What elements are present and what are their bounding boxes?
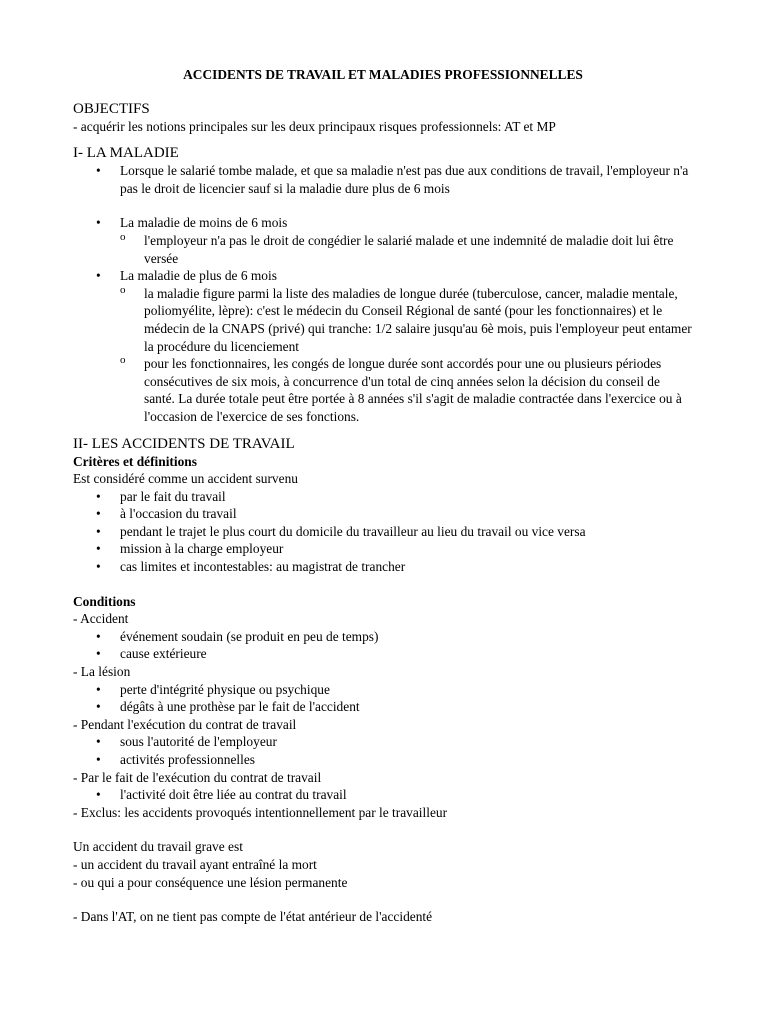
list-item bbox=[120, 285, 693, 355]
objectifs-line: - acquérir les notions principales sur les deux principaux risques professionnels: AT et MP bbox=[73, 118, 556, 134]
condition-parfait-list bbox=[73, 786, 693, 804]
critere-text: pendant le trajet le plus court du domicile du travailleur au lieu du travail ou vice versa bbox=[120, 523, 586, 539]
list-item bbox=[73, 733, 693, 751]
criteres-heading: Critères et définitions bbox=[73, 453, 197, 469]
condition-text: perte d'intégrité physique ou psychique bbox=[120, 681, 330, 697]
condition-text: dégâts à une prothèse par le fait de l'accident bbox=[120, 699, 360, 715]
list-item bbox=[73, 214, 693, 267]
condition-pendant-list bbox=[73, 733, 693, 768]
critere-text: mission à la charge employeur bbox=[120, 541, 284, 557]
condition-lesion-list bbox=[73, 681, 693, 716]
circle-bullet-icon: o bbox=[120, 230, 126, 243]
list-item bbox=[73, 162, 693, 197]
list-item bbox=[73, 505, 693, 523]
bullet-icon: • bbox=[96, 628, 101, 644]
condition-parfait-label: - Par le fait de l'exécution du contrat de travail bbox=[73, 769, 322, 785]
final-note: - Dans l'AT, on ne tient pas compte de l'état antérieur de l'accidenté bbox=[73, 909, 433, 925]
bullet-icon: • bbox=[96, 268, 101, 284]
maladie-item-text: Lorsque le salarié tombe malade, et que sa maladie n'est pas due aux conditions de travail, l'employeur n'a pas le droit de licencier sauf si la maladie dure plus de 6 mois bbox=[120, 163, 689, 196]
grave-line-1: - un accident du travail ayant entraîné la mort bbox=[73, 856, 317, 872]
bullet-icon: • bbox=[96, 559, 101, 575]
maladie-subitem-text: pour les fonctionnaires, les congés de longue durée sont accordés pour une ou plusieurs périodes consécutives de six mois, à concurrence d'un total de cinq années selon la décision du conseil de santé. La durée totale peut être portée à 8 années s'il s'agit de maladie contractée dans l'exercice ou à l'occasion de l'exercice de ses fonctions. bbox=[144, 356, 682, 424]
bullet-icon: • bbox=[96, 523, 101, 539]
critere-text: cas limites et incontestables: au magistrat de trancher bbox=[120, 559, 406, 575]
bullet-icon: • bbox=[96, 752, 101, 767]
condition-text: événement soudain (se produit en peu de temps) bbox=[120, 628, 379, 644]
critere-text: à l'occasion du travail bbox=[120, 506, 237, 522]
list-item bbox=[120, 232, 693, 267]
circle-bullet-icon: o bbox=[120, 354, 126, 367]
bullet-icon: • bbox=[96, 488, 101, 504]
condition-text: activités professionnelles bbox=[120, 752, 255, 767]
list-item bbox=[73, 558, 693, 576]
accidents-heading: II- LES ACCIDENTS DE TRAVAIL bbox=[73, 435, 295, 452]
maladie-subitem-text: la maladie figure parmi la liste des maladies de longue durée (tuberculose, cancer, maladie mentale, poliomyélite, lèpre): c'est le médecin du Conseil Régional de santé (pour les fonctionnaires) et le médecin de la CNAPS (privé) qui tranche: 1/2 salaire jusqu'au 6è mois, puis l'employeur peut entamer la procédure du licenciement bbox=[144, 285, 692, 354]
maladie-sublist bbox=[120, 232, 693, 267]
document-title: ACCIDENTS DE TRAVAIL ET MALADIES PROFESSIONNELLES bbox=[183, 67, 583, 82]
maladie-item-text: La maladie de plus de 6 mois bbox=[120, 268, 277, 284]
condition-text: l'activité doit être liée au contrat du travail bbox=[120, 787, 347, 803]
maladie-list bbox=[73, 162, 693, 425]
list-item bbox=[73, 681, 693, 699]
list-item bbox=[73, 523, 693, 541]
document-page bbox=[73, 66, 693, 926]
list-item bbox=[73, 540, 693, 558]
maladie-subitem-text: l'employeur n'a pas le droit de congédier le salarié malade et une indemnité de maladie doit lui être versée bbox=[144, 232, 674, 266]
criteres-list bbox=[73, 488, 693, 576]
condition-text: sous l'autorité de l'employeur bbox=[120, 734, 277, 750]
bullet-icon: • bbox=[96, 787, 101, 803]
condition-accident-list bbox=[73, 628, 693, 663]
list-item bbox=[73, 751, 693, 769]
bullet-icon: • bbox=[96, 734, 101, 750]
bullet-icon: • bbox=[96, 506, 101, 522]
condition-accident-label: - Accident bbox=[73, 611, 129, 627]
bullet-icon: • bbox=[96, 699, 101, 715]
bullet-icon: • bbox=[96, 681, 101, 697]
list-item bbox=[73, 786, 693, 804]
condition-exclus: - Exclus: les accidents provoqués intentionnellement par le travailleur bbox=[73, 804, 448, 820]
condition-text: cause extérieure bbox=[120, 646, 207, 662]
list-item bbox=[73, 628, 693, 646]
circle-bullet-icon: o bbox=[120, 283, 126, 296]
grave-intro: Un accident du travail grave est bbox=[73, 839, 243, 855]
maladie-sublist bbox=[120, 285, 693, 426]
list-item bbox=[73, 645, 693, 663]
criteres-intro: Est considéré comme un accident survenu bbox=[73, 471, 298, 487]
list-item bbox=[73, 488, 693, 506]
bullet-icon: • bbox=[96, 646, 101, 662]
condition-lesion-label: - La lésion bbox=[73, 664, 131, 680]
critere-text: par le fait du travail bbox=[120, 488, 226, 504]
condition-pendant-label: - Pendant l'exécution du contrat de travail bbox=[73, 716, 297, 732]
maladie-heading: I- LA MALADIE bbox=[73, 145, 179, 162]
grave-line-2: - ou qui a pour conséquence une lésion permanente bbox=[73, 874, 348, 890]
bullet-icon: • bbox=[96, 163, 101, 179]
bullet-icon: • bbox=[96, 215, 101, 231]
list-item bbox=[73, 698, 693, 716]
conditions-heading: Conditions bbox=[73, 593, 136, 609]
list-item bbox=[73, 267, 693, 425]
bullet-icon: • bbox=[96, 541, 101, 557]
maladie-item-text: La maladie de moins de 6 mois bbox=[120, 215, 288, 231]
list-item bbox=[120, 355, 693, 425]
objectifs-heading: OBJECTIFS bbox=[73, 100, 150, 117]
